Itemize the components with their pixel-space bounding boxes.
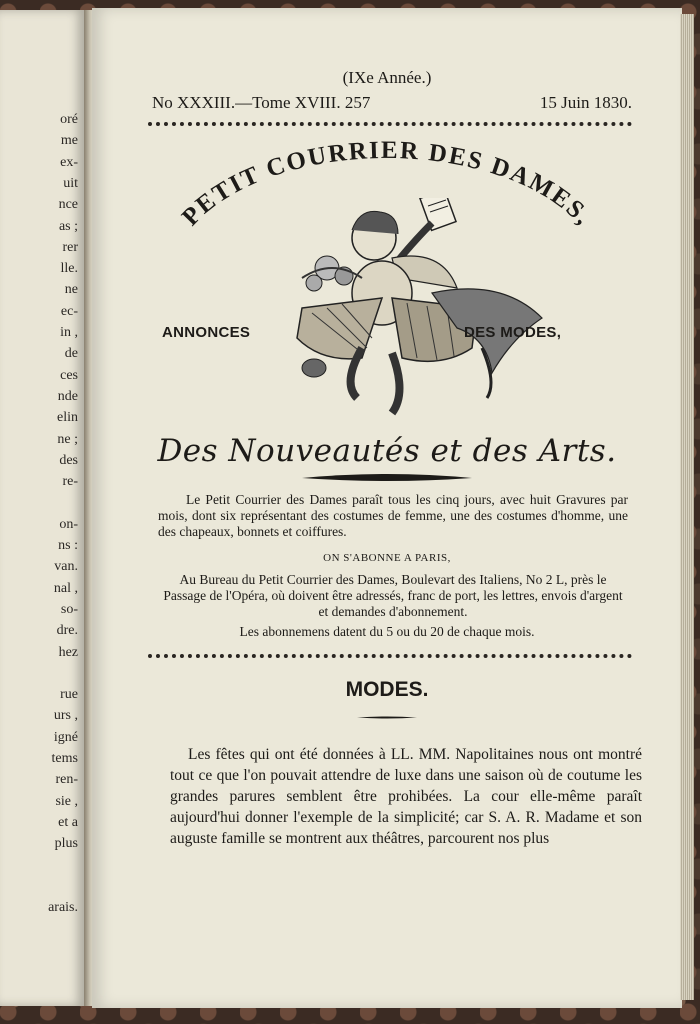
left-page-line: sie , bbox=[55, 793, 78, 809]
left-page-line: ne ; bbox=[57, 431, 78, 447]
left-page-line: arais. bbox=[48, 900, 78, 916]
left-page-line: plus bbox=[54, 836, 78, 852]
left-page-line: dre. bbox=[56, 623, 78, 639]
left-page-line: oré bbox=[60, 112, 78, 127]
publication-notice: Le Petit Courrier des Dames paraît tous les cinq jours, avec huit Gravures par mois, dont six représentant des costumes de femme, une des costumes d'homme, une des chapeaux, bonnets et coiffures. bbox=[158, 492, 628, 539]
subscription-address: Au Bureau du Petit Courrier des Dames, Boulevart des Italiens, No 2 L, près le Passage de l'Opéra, où doivent être adressés, franc de port, les lettres, envois d'argent et demandes d'abonnement. bbox=[163, 572, 623, 619]
heading-underline bbox=[357, 716, 417, 719]
left-page-line: ces bbox=[60, 367, 78, 383]
left-page-line: igné bbox=[53, 729, 78, 745]
left-page-line: elin bbox=[57, 410, 78, 426]
section-heading: MODES. bbox=[345, 678, 429, 701]
subscription-dates: Les abonnemens datent du 5 ou du 20 de chaque mois. bbox=[239, 624, 535, 639]
masthead-subtitle: Des Nouveautés et des Arts. bbox=[157, 433, 617, 469]
left-page-line: uit bbox=[63, 175, 78, 191]
masthead-title-text: PETIT COURRIER DES DAMES, bbox=[176, 136, 598, 232]
left-page-line: as ; bbox=[58, 218, 78, 234]
bottom-dotted-rule bbox=[148, 654, 632, 658]
des-modes-label: DES MODES, bbox=[464, 324, 562, 341]
annonces-label: ANNONCES bbox=[162, 324, 251, 341]
left-page-line: so- bbox=[60, 601, 78, 617]
cupid-illustration bbox=[242, 198, 552, 418]
left-page-line: ne bbox=[64, 282, 78, 298]
left-page-line: ex- bbox=[60, 154, 78, 170]
left-page-line: lle. bbox=[60, 261, 78, 277]
issue-date: 15 Juin 1830. bbox=[539, 93, 632, 112]
article-body: Les fêtes qui ont été données à LL. MM. Napolitaines nous ont montré tout ce que l'on pouvait attendre de luxe dans une saison où de coutume les grandes parures semblent être prohibées. La cour elle-même paraît aujourd'hui donner l'exemple de la simplicité; car S. A. R. Madame et son auguste famille se montrent aux théâtres, parcourent nos plus bbox=[170, 746, 642, 847]
left-page-line: re- bbox=[62, 474, 78, 490]
left-page-line: nce bbox=[58, 197, 78, 213]
left-page-line: et a bbox=[58, 814, 78, 830]
top-dotted-rule bbox=[148, 122, 632, 126]
left-page-line: urs , bbox=[53, 708, 78, 724]
left-page-line: de bbox=[64, 346, 78, 362]
left-page-line: des bbox=[59, 452, 78, 468]
left-page-line: ren- bbox=[55, 772, 78, 788]
ornamental-divider bbox=[297, 472, 477, 484]
left-page-line: rue bbox=[60, 687, 78, 703]
left-page-line: hez bbox=[58, 644, 78, 660]
left-page-line: in , bbox=[60, 325, 78, 340]
year-label: (IXe Année.) bbox=[342, 68, 432, 87]
left-page-line: van. bbox=[54, 559, 78, 575]
page-edges bbox=[680, 14, 694, 1000]
subscribe-heading: ON S'ABONNE A PARIS, bbox=[323, 552, 451, 564]
issue-number: No XXXIII.—Tome XVIII. 257 bbox=[152, 93, 371, 112]
left-page-line: ec- bbox=[60, 303, 78, 319]
left-page-line: me bbox=[60, 133, 78, 149]
previous-page bbox=[0, 10, 84, 1006]
left-page-line: on- bbox=[59, 516, 78, 532]
left-page-line: rer bbox=[62, 239, 78, 255]
left-page-line: nal , bbox=[53, 580, 78, 596]
left-page-line: ns : bbox=[58, 538, 78, 553]
left-page-line: tems bbox=[51, 751, 78, 766]
journal-page bbox=[92, 8, 682, 1008]
left-page-line: nde bbox=[57, 388, 78, 404]
